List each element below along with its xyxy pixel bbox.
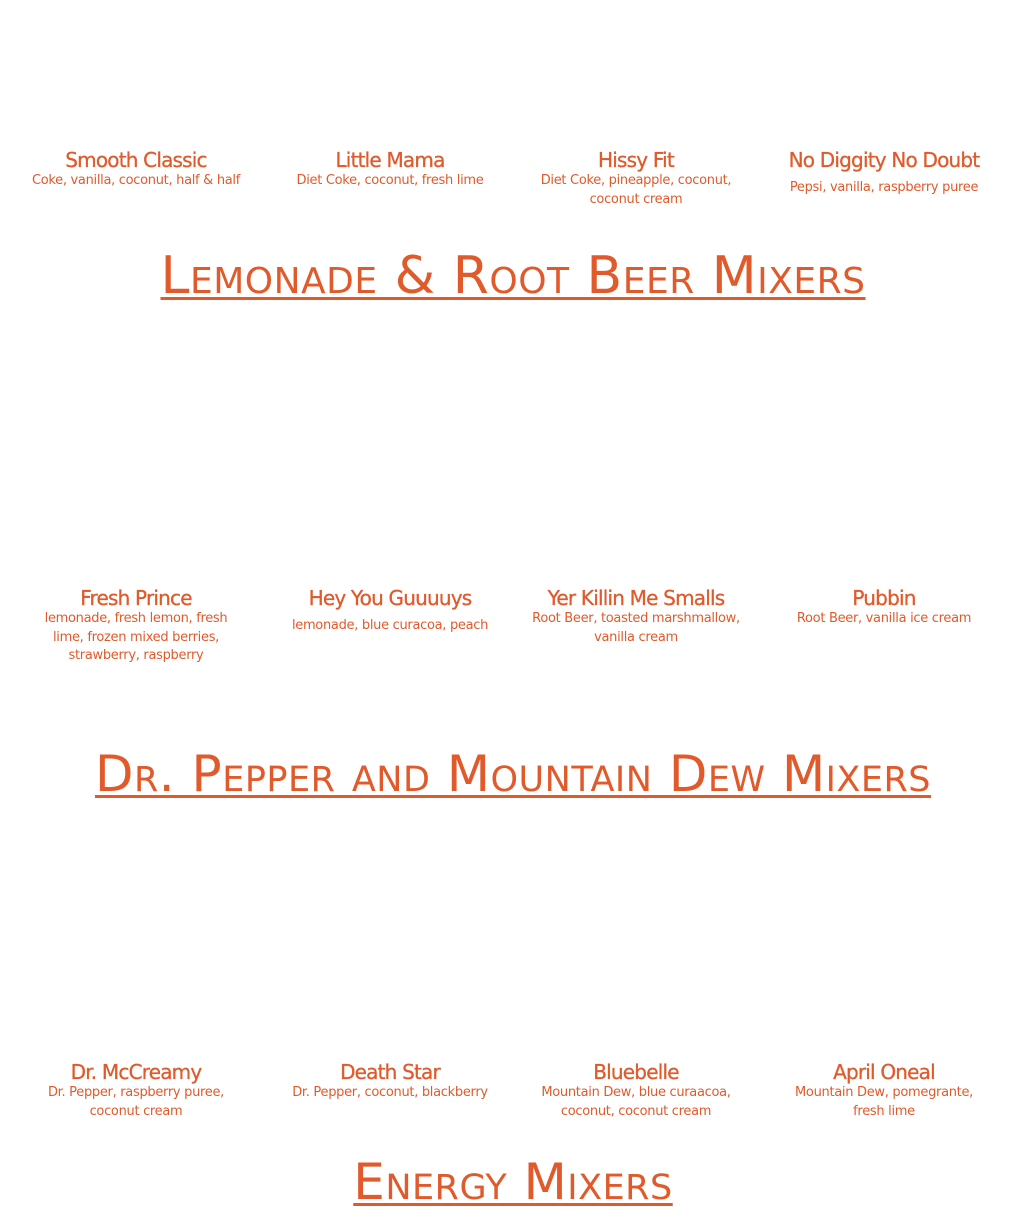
menu-item-hey-you-guuuuys — [270, 586, 510, 636]
menu-row-dr-pepper-mountain-dew — [0, 1060, 1026, 1140]
menu-item-hissy-fit — [516, 148, 756, 209]
menu-item-description: Root Beer, toasted marshmallow, vanilla cream — [532, 611, 740, 645]
menu-item-name: Pubbin — [852, 586, 916, 610]
menu-item-dr-mccreamy — [16, 1060, 256, 1121]
menu-item-name: Little Mama — [335, 148, 445, 172]
section-heading-dr-pepper-mountain-dew: Dr. Pepper and Mountain Dew Mixers — [94, 745, 932, 803]
menu-item-bluebelle — [516, 1060, 756, 1121]
menu-item-name: Hey You Guuuuys — [308, 586, 472, 610]
section-heading-lemonade-root-beer: Lemonade & Root Beer Mixers — [160, 246, 866, 306]
menu-item-description: Root Beer, vanilla ice cream — [796, 611, 972, 626]
menu-item-name: April Oneal — [833, 1060, 935, 1084]
menu-item-name: Yer Killin Me Smalls — [547, 586, 725, 610]
menu-item-yer-killin-me-smalls — [516, 586, 756, 647]
menu-item-description: lemonade, fresh lemon, fresh lime, frozen mixed berries, strawberry, raspberry — [44, 611, 228, 663]
menu-item-description: lemonade, blue curacoa, peach — [291, 618, 489, 633]
menu-item-name: Smooth Classic — [65, 148, 207, 172]
menu-item-little-mama — [270, 148, 510, 191]
menu-item-smooth-classic — [16, 148, 256, 191]
menu-item-name: Fresh Prince — [80, 586, 192, 610]
menu-item-name: Death Star — [340, 1060, 440, 1084]
menu-item-description: Mountain Dew, pomegrante, fresh lime — [795, 1085, 973, 1119]
menu-row-lemonade-root-beer — [0, 586, 1026, 666]
menu-item-description: Dr. Pepper, coconut, blackberry — [292, 1085, 488, 1100]
menu-row-soda — [0, 148, 1026, 228]
menu-item-name: Bluebelle — [593, 1060, 679, 1084]
menu-item-description: Coke, vanilla, coconut, half & half — [31, 173, 241, 188]
menu-item-description: Mountain Dew, blue curaacoa, coconut, coconut cream — [541, 1085, 731, 1119]
menu-item-description: Pepsi, vanilla, raspberry puree — [789, 180, 979, 195]
menu-item-name: Dr. McCreamy — [70, 1060, 202, 1084]
menu-item-description: Diet Coke, pineapple, coconut, coconut cream — [540, 173, 732, 207]
menu-item-description: Dr. Pepper, raspberry puree, coconut cream — [47, 1085, 225, 1119]
menu-item-name: Hissy Fit — [598, 148, 674, 172]
menu-item-april-oneal — [764, 1060, 1004, 1121]
menu-item-name: No Diggity No Doubt — [788, 148, 980, 172]
menu-item-death-star — [270, 1060, 510, 1103]
menu-item-description: Diet Coke, coconut, fresh lime — [296, 173, 484, 188]
section-heading-energy: Energy Mixers — [353, 1153, 673, 1211]
menu-item-pubbin — [764, 586, 1004, 629]
menu-item-no-diggity-no-doubt — [764, 148, 1004, 198]
menu-item-fresh-prince — [16, 586, 256, 666]
